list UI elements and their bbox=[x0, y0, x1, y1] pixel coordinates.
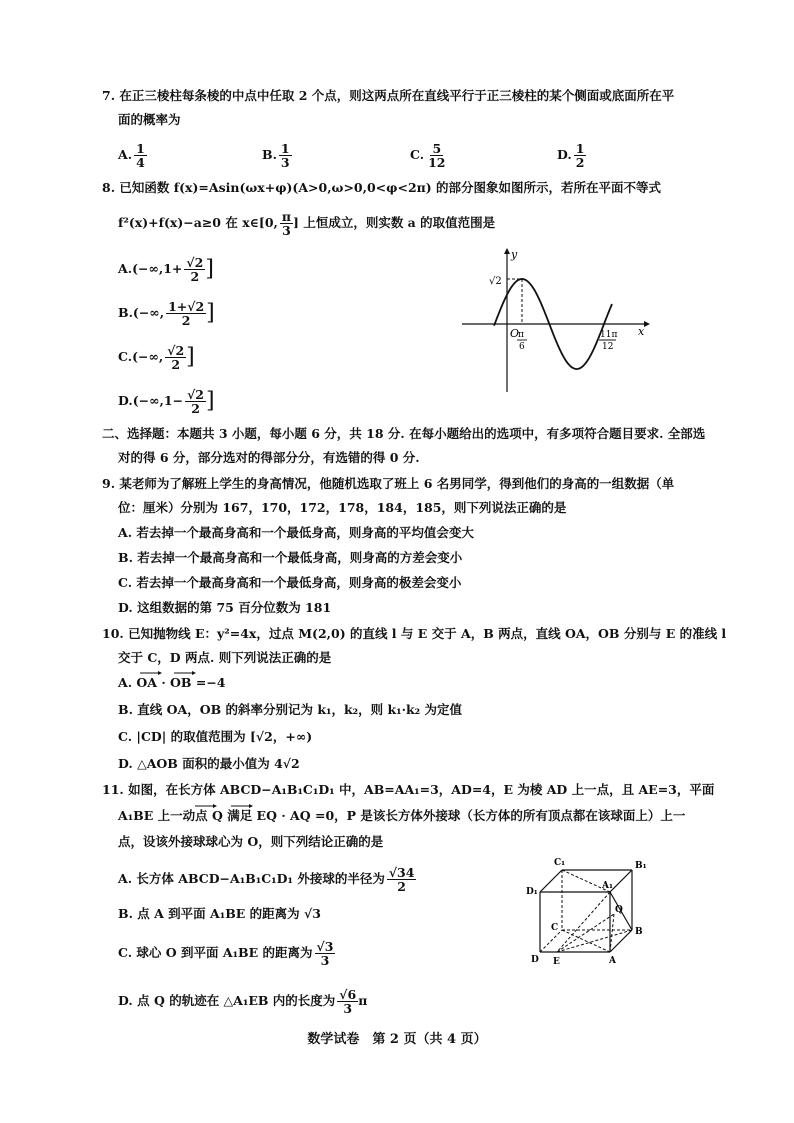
vector-ob-arrowhead-icon bbox=[192, 671, 196, 675]
q10-stem-line1: 10. 已知抛物线 E：y²=4x，过点 M(2,0) 的直线 l 与 E 交于 A，B 两点，直线 OA，OB 分别与 E 的准线 l bbox=[102, 626, 727, 641]
q11-stem-line1: 11. 如图，在长方体 ABCD−A₁B₁C₁D₁ 中，AB=AA₁=3，AD=4，E 为棱 AD 上一点，且 AE=3，平面 bbox=[102, 782, 715, 797]
q8-option-a: A.(−∞,1+ $\frac{√2}{2}$ ] bbox=[118, 255, 214, 284]
q10-option-a: A. OA · OB =−4 bbox=[118, 675, 226, 690]
label-c: C bbox=[551, 923, 559, 933]
q11-option-d: D. 点 Q 的轨迹在 △A₁EB 内的长度为 $\frac{√6}{3}$ π bbox=[118, 987, 368, 1016]
q11-vector-arrows bbox=[193, 801, 303, 809]
q11-option-a: A. 长方体 ABCD−A₁B₁C₁D₁ 外接球的半径为 $\frac{√34}{2}$ bbox=[118, 865, 415, 894]
q8-stem-line1: 8. 已知函数 f(x)=Asin(ωx+φ)(A>0,ω>0,0<φ<2π) 的部分图象如图所示，若所在平面不等式 bbox=[102, 180, 662, 195]
q10-option-b: B. 直线 OA，OB 的斜率分别记为 k₁，k₂，则 k₁·k₂ 为定值 bbox=[118, 702, 462, 717]
segment-a1-e bbox=[557, 892, 610, 952]
q8-option-c: C.(−∞, $\frac{√2}{2}$ ] bbox=[118, 343, 195, 372]
x-axis-arrow-icon bbox=[644, 321, 650, 327]
q7-option-a: A. $\frac{1}{4}$ bbox=[118, 141, 145, 170]
page-footer: 数学试卷 第 2 页（共 4 页） bbox=[307, 1032, 487, 1047]
q7-option-b: B. $\frac{1}{3}$ bbox=[262, 141, 290, 170]
y-axis-label: y bbox=[511, 248, 518, 261]
q7-stem-line1: 7. 在正三棱柱每条棱的中点中任取 2 个点，则这两点所在直线平行于正三棱柱的某个侧面或底面所在平 bbox=[102, 88, 675, 103]
tick-pi-6-den: 6 bbox=[519, 342, 525, 352]
q11-option-c: C. 球心 O 到平面 A₁BE 的距离为 $\frac{√3}{3}$ bbox=[118, 939, 334, 968]
q9-option-c: C. 若去掉一个最高身高和一个最低身高，则身高的极差会变小 bbox=[118, 575, 462, 590]
edge-d1-c1 bbox=[540, 870, 562, 892]
y-axis-arrow-icon bbox=[504, 248, 510, 254]
q7-stem-line2: 面的概率为 bbox=[118, 112, 181, 127]
vector-aq-arrowhead-icon bbox=[249, 804, 253, 808]
label-b1: B₁ bbox=[635, 861, 647, 871]
label-e: E bbox=[553, 957, 560, 967]
label-d: D bbox=[531, 955, 539, 965]
q11-cuboid-figure bbox=[522, 852, 652, 970]
edge-a1-b1 bbox=[610, 870, 632, 892]
q8-option-b: B.(−∞, $\frac{1+√2}{2}$ ] bbox=[118, 299, 215, 328]
q9-stem-line2: 位：厘米）分别为 167，170，172，178，184，185，则下列说法正确的是 bbox=[118, 500, 567, 515]
q11-option-b: B. 点 A 到平面 A₁BE 的距离为 √3 bbox=[118, 906, 321, 921]
x-axis-label: x bbox=[638, 325, 645, 338]
q9-option-d: D. 这组数据的第 75 百分位数为 181 bbox=[118, 600, 332, 615]
amplitude-label: √2 bbox=[489, 276, 502, 287]
q10-vector-arrows bbox=[138, 668, 200, 676]
label-d1: D₁ bbox=[526, 887, 538, 897]
label-q: Q bbox=[615, 905, 623, 915]
q7-option-c: C. $\frac{5}{12}$ bbox=[410, 141, 446, 170]
tick-11pi-12-den: 12 bbox=[602, 342, 614, 352]
label-b: B bbox=[635, 927, 643, 937]
vector-eq-arrowhead-icon bbox=[213, 804, 217, 808]
tick-11pi-12-num: 11π bbox=[600, 330, 618, 340]
q10-option-c: C. |CD| 的取值范围为 [√2，+∞) bbox=[118, 729, 313, 744]
vector-oa-arrowhead-icon bbox=[158, 671, 162, 675]
edge-d-c bbox=[540, 930, 562, 952]
q10-option-d: D. △AOB 面积的最小值为 4√2 bbox=[118, 756, 300, 771]
origin-label: O bbox=[510, 327, 520, 340]
q8-option-d: D.(−∞,1− $\frac{√2}{2}$ ] bbox=[118, 387, 215, 416]
section2-instructions-line2: 对的得 6 分，部分选对的得部分分，有选错的得 0 分. bbox=[118, 450, 420, 465]
q11-stem-line2: A₁BE 上一动点 Q 满足 EQ · AQ =0，P 是该长方体外接球（长方体的所有顶点都在该球面上）上一 bbox=[118, 808, 686, 823]
q9-stem-line1: 9. 某老师为了解班上学生的身高情况，他随机选取了班上 6 名男同学，得到他们的身高的一组数据（单 bbox=[102, 476, 675, 491]
q9-option-b: B. 若去掉一个最高身高和一个最低身高，则身高的方差会变小 bbox=[118, 550, 463, 565]
label-a: A bbox=[609, 956, 616, 966]
section2-instructions-line1: 二、选择题：本题共 3 小题，每小题 6 分，共 18 分. 在每小题给出的选项中，有多项符合题目要求. 全部选 bbox=[102, 426, 706, 441]
q11-stem-line3: 点，设该外接球球心为 O，则下列结论正确的是 bbox=[118, 834, 384, 849]
q8-stem-line2: f²(x)+f(x)−a≥0 在 x∈[0, $\frac{\pi}{3}$ ] 上恒成立，则实数 a 的取值范围是 bbox=[118, 209, 496, 238]
q8-sine-graph bbox=[462, 244, 652, 394]
label-a1: A₁ bbox=[602, 881, 613, 891]
q7-option-d: D. $\frac{1}{2}$ bbox=[557, 141, 585, 170]
label-c1: C₁ bbox=[554, 858, 566, 868]
q9-option-a: A. 若去掉一个最高身高和一个最低身高，则身高的平均值会变大 bbox=[118, 525, 474, 540]
tick-pi-6-num: π bbox=[518, 330, 524, 340]
q10-stem-line2: 交于 C，D 两点. 则下列说法正确的是 bbox=[118, 650, 332, 665]
